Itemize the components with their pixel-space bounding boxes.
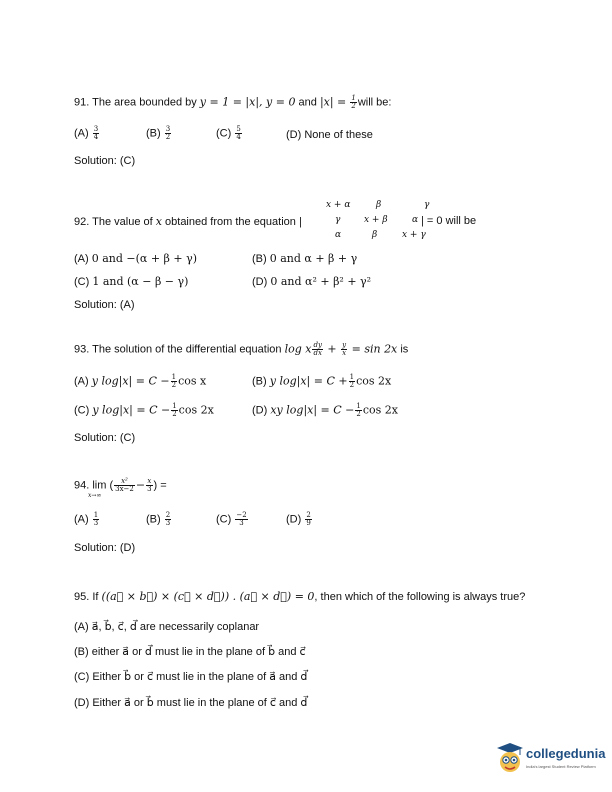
q93-solution: Solution: (C)	[74, 432, 136, 444]
q94-option-d: (D) $\frac{2}{9}$	[286, 511, 311, 527]
q94-stem: 94. lim ( $\frac{\text{x²}}{3x-2}$ − $\frac{x}{3}$ ) =	[74, 477, 167, 493]
q94-limit-subscript: x→∞	[88, 492, 102, 499]
q93-option-d: (D) xy log|x| = C − $\frac{1}{2}$ cos 2x	[252, 402, 399, 418]
q94-option-c: (C) $\frac{-2}{3}$	[216, 511, 247, 527]
q92-option-d: (D) 0 and α² + β² + γ²	[252, 275, 372, 288]
q92-stem-end: | = 0 will be	[421, 215, 477, 227]
q94-option-b: (B) $\frac{2}{3}$	[146, 511, 171, 527]
q93-option-c: (C) y log|x| = C − $\frac{1}{2}$ cos 2x	[74, 402, 214, 418]
q93-option-b: (B) y log|x| = C + $\frac{1}{2}$ cos 2x	[252, 373, 392, 389]
q91-option-b: (B) $\frac{3}{2}$	[146, 125, 171, 141]
q91-fraction: $\frac{1}{2}$	[351, 94, 356, 110]
q92-option-a: (A) 0 and −(α + β + γ)	[74, 252, 197, 265]
q91-stem: 91. The area bounded by y = 1 = |x|, y = 0 and |x| = $\frac{1}{2}$ will be:	[74, 94, 392, 110]
graduate-owl-icon	[496, 742, 524, 774]
q95-option-c: (C) Either b⃗ or c⃗ must lie in the plane of a⃗ and d⃗	[74, 671, 308, 683]
q91-option-d: (D) None of these	[286, 129, 373, 141]
q91-solution: Solution: (C)	[74, 155, 136, 167]
q92-solution: Solution: (A)	[74, 299, 135, 311]
q93-stem: 93. The solution of the differential equation log x $\frac{dy}{dx}$ + $\frac{y}{x}$ = sin 2x is	[74, 341, 409, 357]
q91-option-a: (A) $\frac{3}{4}$	[74, 125, 99, 141]
q92-option-b: (B) 0 and α + β + γ	[252, 252, 358, 265]
q94-solution: Solution: (D)	[74, 542, 136, 554]
q94-option-a: (A) $\frac{1}{3}$	[74, 511, 99, 527]
q93-option-a: (A) y log|x| = C − $\frac{1}{2}$ cos x	[74, 373, 207, 389]
q95-option-a: (A) a⃗, b⃗, c⃗, d⃗ are necessarily coplanar	[74, 621, 260, 633]
q95-option-d: (D) Either a⃗ or b⃗ must lie in the plane of c⃗ and d⃗	[74, 697, 308, 709]
logo-wordmark: collegedunia	[526, 746, 606, 761]
logo-tagline: India's largest Student Review Platform	[526, 764, 596, 769]
q95-stem: 95. If ((a⃗ × b⃗) × (c⃗ × d⃗)) . (a⃗ × d⃗) = 0, then which of the following is always true?	[74, 590, 526, 603]
q95-option-b: (B) either a⃗ or d⃗ must lie in the plane of b⃗ and c⃗	[74, 646, 306, 658]
q92-stem: 92. The value of x obtained from the equation |	[74, 215, 302, 228]
collegedunia-logo	[496, 742, 608, 776]
q91-option-c: (C) $\frac{5}{4}$	[216, 125, 241, 141]
q92-option-c: (C) 1 and (α − β − γ)	[74, 275, 189, 288]
